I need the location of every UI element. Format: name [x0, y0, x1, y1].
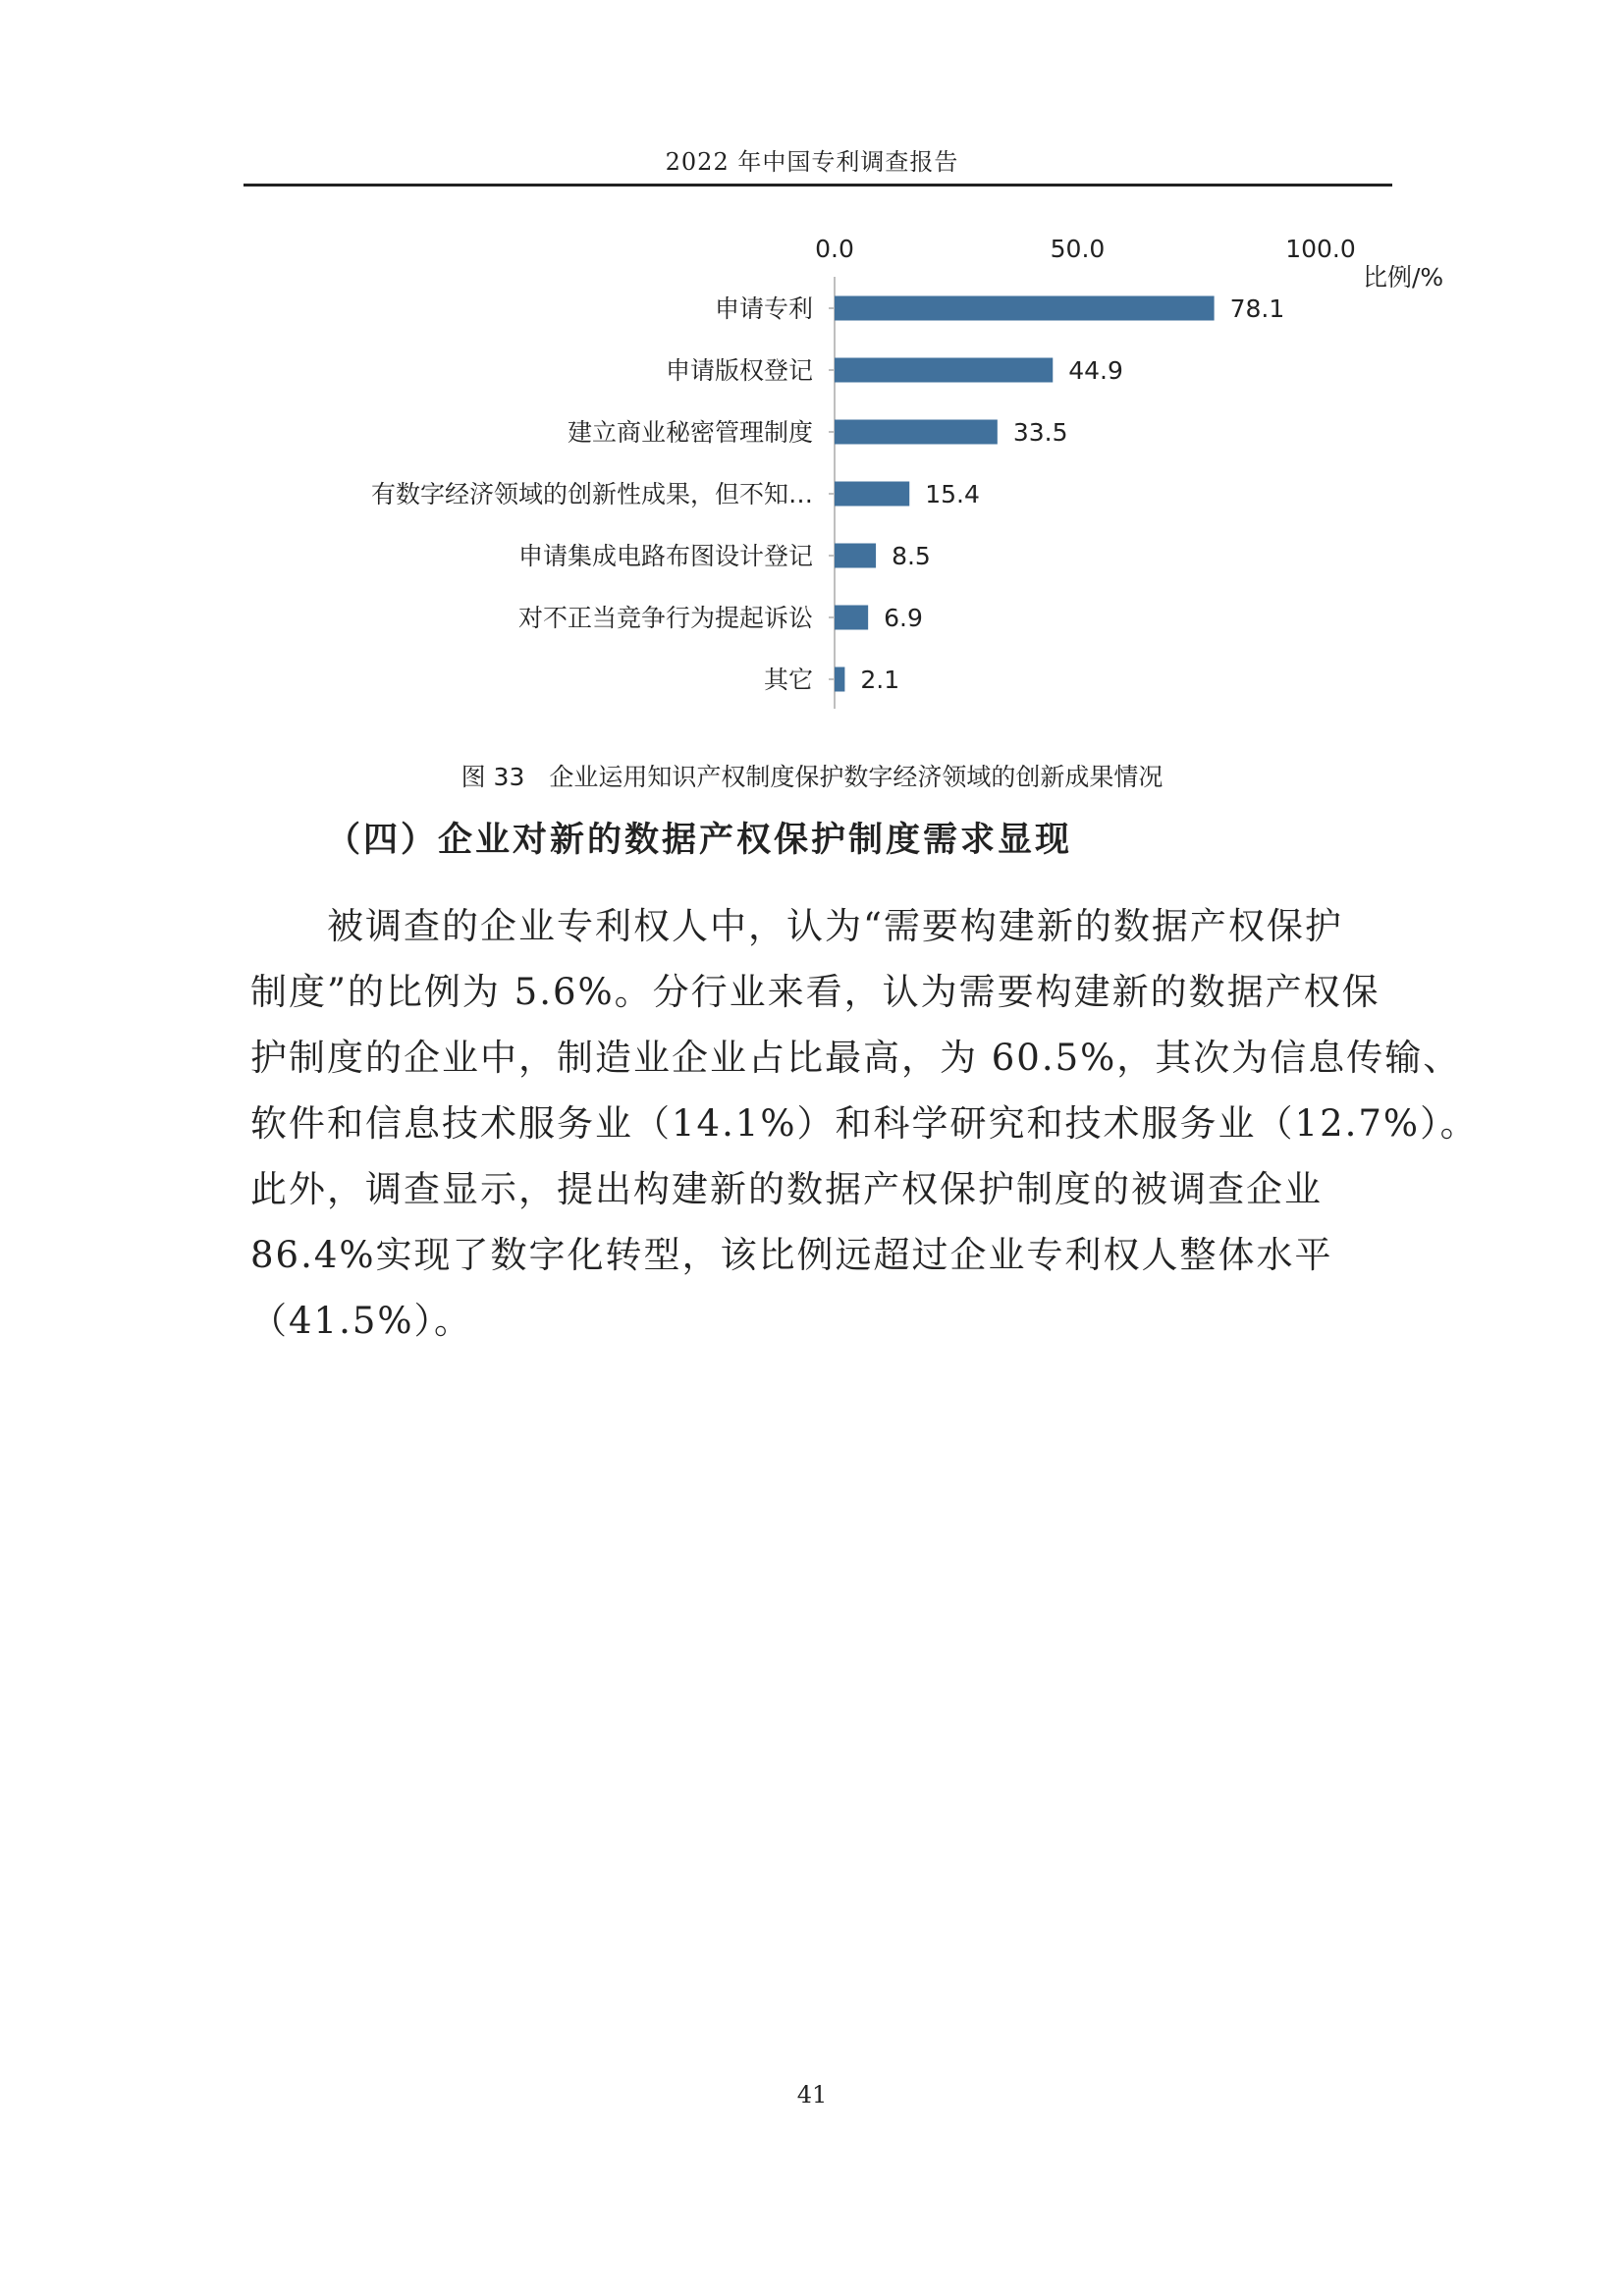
bar: [835, 482, 909, 507]
body-line: 86.4%实现了数字化转型，该比例远超过企业专利权人整体水平: [250, 1234, 1333, 1276]
bar-value-label: 8.5: [892, 542, 931, 570]
bar: [835, 544, 876, 568]
section-heading: （四）企业对新的数据产权保护制度需求显现: [326, 820, 1073, 860]
x-tick-label: 50.0: [1050, 235, 1106, 263]
body-line: 被调查的企业专利权人中，认为“需要构建新的数据产权保护: [250, 905, 1343, 947]
bar-value-label: 44.9: [1068, 356, 1123, 385]
x-tick-label: 0.0: [815, 235, 854, 263]
body-paragraph: [250, 893, 1479, 1354]
bar-value-label: 78.1: [1229, 294, 1285, 323]
category-label: 申请集成电路布图设计登记: [517, 542, 813, 570]
bar: [835, 667, 844, 692]
bar: [835, 606, 868, 630]
category-label: 其它: [763, 666, 813, 694]
body-line: 此外，调查显示，提出构建新的数据产权保护制度的被调查企业: [250, 1168, 1323, 1210]
x-tick-label: 100.0: [1285, 235, 1356, 263]
category-label: 申请专利: [714, 294, 813, 323]
bar: [835, 358, 1053, 383]
category-label: 申请版权登记: [665, 356, 813, 385]
bar-value-label: 2.1: [860, 666, 900, 694]
bar-chart: [0, 0, 1624, 746]
bar-value-label: 33.5: [1012, 418, 1068, 447]
bar-value-label: 6.9: [884, 604, 923, 632]
figure-caption: 图 33 企业运用知识产权制度保护数字经济领域的创新成果情况: [460, 763, 1164, 791]
bar: [835, 420, 998, 445]
body-line: 护制度的企业中，制造业企业占比最高，为 60.5%，其次为信息传输、: [250, 1037, 1462, 1079]
category-label: 对不正当竞争行为提起诉讼: [517, 604, 813, 632]
category-label: 有数字经济领域的创新性成果，但不知…: [370, 480, 813, 508]
bar-value-label: 15.4: [925, 480, 980, 508]
page-number: 41: [796, 2081, 828, 2109]
category-label: 建立商业秘密管理制度: [567, 418, 813, 447]
body-line: 软件和信息技术服务业（14.1%）和科学研究和技术服务业（12.7%）。: [250, 1102, 1479, 1145]
body-line: 制度”的比例为 5.6%。分行业来看，认为需要构建新的数据产权保: [250, 971, 1380, 1013]
x-axis-label: 比例/%: [1363, 263, 1444, 292]
running-header-title: 2022 年中国专利调查报告: [665, 148, 959, 176]
body-line: （41.5%）。: [250, 1300, 473, 1342]
bar: [835, 296, 1215, 321]
